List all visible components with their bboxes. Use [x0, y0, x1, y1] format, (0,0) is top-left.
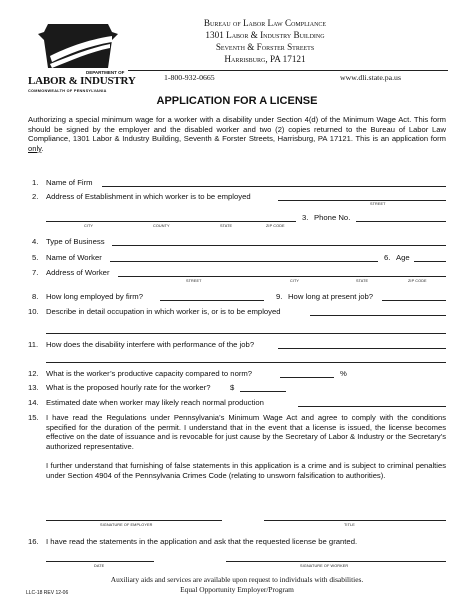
hourly-rate-field[interactable] [240, 391, 286, 392]
street-sublabel: STREET [370, 202, 386, 206]
title-sublabel: TITLE [344, 523, 355, 527]
business-type-field[interactable] [112, 245, 446, 246]
keystone-logo-icon [26, 18, 126, 74]
q10-label: Describe in detail occupation in which worker is, or is to be employed [46, 307, 281, 316]
q8-label: How long employed by firm? [46, 292, 143, 301]
q16-number: 16. [28, 537, 39, 546]
city-sublabel: CITY [84, 224, 94, 228]
employer-signature-field[interactable] [46, 520, 222, 521]
establishment-street-field[interactable] [278, 200, 446, 201]
q2-number: 2. [32, 192, 39, 201]
logo-dept-of: DEPARTMENT OF [86, 70, 125, 75]
worker-state-sublabel: STATE [356, 279, 369, 283]
q15-paragraph-1: I have read the Regulations under Pennsylvania’s Minimum Wage Act and agree to comply with the conditions specified for the duration of the permit. I understand that in the event that a license is issued, the license becomes effective on the date of issuance and is revocable for just cause by the Secretary of Labor & Industry or the Secretary’s authorized representative. [46, 413, 446, 451]
normal-production-date-field[interactable] [298, 406, 446, 407]
q3-label: Phone No. [314, 213, 351, 222]
q7-label: Address of Worker [46, 268, 110, 277]
q13-number: 13. [28, 383, 39, 392]
worker-signature-field[interactable] [226, 561, 446, 562]
logo-main-text: LABOR & INDUSTRY [28, 75, 136, 87]
disability-field-line2[interactable] [46, 362, 446, 363]
q15-paragraph-2: I further understand that furnishing of false statements in this application is a crime and is subject to criminal penalties under Section 4904 of the Pennsylvania Crimes Code (relating to unsworn falsification to authorities). [46, 461, 446, 480]
department-logo [26, 18, 136, 98]
occupation-field-line2[interactable] [46, 333, 446, 334]
q6-number: 6. [384, 253, 391, 262]
q6-label: Age [396, 253, 410, 262]
disability-field-line1[interactable] [278, 348, 446, 349]
q9-number: 9. [276, 292, 283, 301]
q10-number: 10. [28, 307, 39, 316]
intro-paragraph [28, 115, 446, 153]
footer-aux-aids: Auxiliary aids and services are available upon request to individuals with disabilities. [110, 575, 364, 584]
q4-label: Type of Business [46, 237, 105, 246]
logo-commonwealth: COMMONWEALTH OF PENNSYLVANIA [28, 89, 107, 93]
establishment-city-county-field[interactable] [46, 221, 296, 222]
signature-employer-sublabel: SIGNATURE OF EMPLOYER [100, 523, 153, 527]
bureau-phone: 1-800-932-0665 [164, 73, 215, 82]
worker-city-sublabel: CITY [290, 279, 300, 283]
q2-label: Address of Establishment in which worker is to be employed [46, 192, 251, 201]
q3-number: 3. [302, 213, 309, 222]
worker-street-sublabel: STREET [186, 279, 202, 283]
q13-label: What is the proposed hourly rate for the worker? [46, 383, 211, 392]
state-sublabel: STATE [220, 224, 233, 228]
q14-label: Estimated date when worker may likely reach normal production [46, 398, 264, 407]
form-id: LLC-18 REV 12-06 [26, 590, 69, 596]
present-job-duration-field[interactable] [382, 300, 446, 301]
q9-label: How long at present job? [288, 292, 374, 301]
header-rule [128, 70, 448, 71]
bureau-city: Harrisburg, PA 17121 [224, 54, 306, 64]
footer-eeo: Equal Opportunity Employer/Program [180, 585, 294, 594]
date-sublabel: DATE [94, 564, 105, 568]
q12-number: 12. [28, 369, 39, 378]
intro-text: Authorizing a special minimum wage for a worker with a disability under Section 4(d) of the Minimum Wage Act. This form should be signed by the employer and the disabled worker and two (2) copies returned to the Bureau of Labor Law Compliance, 1301 Labor & Industry Building, Seventh & Forster Streets, Harrisburg, PA 17121. This is an application form [28, 115, 446, 144]
bureau-streets: Seventh & Forster Streets [215, 42, 315, 52]
occupation-field-line1[interactable] [310, 315, 446, 316]
bureau-name: Bureau of Labor Law Compliance [203, 18, 327, 28]
q1-label: Name of Firm [46, 178, 93, 187]
q1-number: 1. [32, 178, 39, 187]
q15-number: 15. [28, 413, 39, 422]
zip-sublabel: ZIP CODE [266, 224, 285, 228]
bureau-address-block [165, 17, 365, 65]
q5-label: Name of Worker [46, 253, 102, 262]
phone-field[interactable] [356, 221, 446, 222]
q8-number: 8. [32, 292, 39, 301]
firm-name-field[interactable] [102, 186, 446, 187]
dollar-unit: $ [230, 383, 235, 392]
county-sublabel: COUNTY [153, 224, 170, 228]
worker-address-field[interactable] [118, 276, 446, 277]
intro-only: only [28, 143, 42, 153]
age-field[interactable] [414, 261, 446, 262]
q7-number: 7. [32, 268, 39, 277]
worker-name-field[interactable] [110, 261, 378, 262]
q5-number: 5. [32, 253, 39, 262]
worker-zip-sublabel: ZIP CODE [408, 279, 427, 283]
intro-period: . [41, 143, 44, 153]
signature-worker-sublabel: SIGNATURE OF WORKER [300, 564, 349, 568]
q16-label: I have read the statements in the application and ask that the requested license be granted. [46, 537, 358, 546]
q12-label: What is the worker’s productive capacity compared to norm? [46, 369, 253, 378]
page-title: APPLICATION FOR A LICENSE [156, 95, 318, 107]
productive-capacity-field[interactable] [280, 377, 334, 378]
employed-duration-field[interactable] [160, 300, 264, 301]
percent-unit: % [340, 369, 347, 378]
q11-number: 11. [28, 340, 39, 349]
bureau-website: www.dli.state.pa.us [340, 73, 401, 82]
q11-label: How does the disability interfere with performance of the job? [46, 340, 255, 349]
q14-number: 14. [28, 398, 39, 407]
employer-title-field[interactable] [264, 520, 446, 521]
worker-date-field[interactable] [46, 561, 154, 562]
q4-number: 4. [32, 237, 39, 246]
bureau-building: 1301 Labor & Industry Building [205, 30, 325, 40]
